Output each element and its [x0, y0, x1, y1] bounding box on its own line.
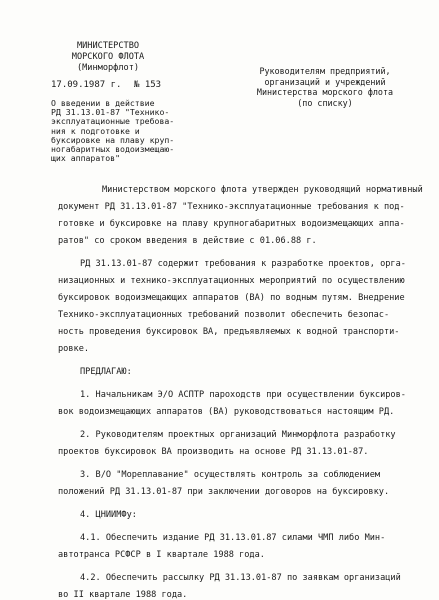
- order-number: № 153: [134, 80, 162, 90]
- body-line: 4.1. Обеспечить издание РД 31.13.01.87 силами ЧМП либо Мин-: [80, 533, 386, 543]
- addressee-line: (по списку): [297, 97, 353, 108]
- topic-line: щих аппаратов": [51, 153, 121, 164]
- body-line: 4. ЦНИИМФу:: [80, 510, 137, 520]
- topic-line: буксировке на плаву круп-: [51, 134, 175, 145]
- topic-line: эксплуатационные требова-: [51, 116, 175, 127]
- body-line: Технико-эксплуатационных требований позволит обеспечить безопас-: [58, 310, 390, 321]
- ministry-line: МОРСКОГО ФЛОТА: [71, 52, 145, 62]
- order-topic: [51, 99, 174, 163]
- ministry-line: МИНИСТЕРСТВО: [76, 41, 140, 51]
- body-line: проектов буксировок ВА производить на основе РД 31.13.01-87.: [58, 447, 369, 458]
- body-line: во II квартале 1988 года.: [58, 590, 188, 600]
- topic-line: ногабаритных водоизмещаю-: [51, 144, 175, 155]
- body-line: низационных и технико-эксплуатационных мероприятий по осуществлению: [58, 276, 405, 287]
- addressee-block: [240, 66, 410, 108]
- body-line: РД 31.13.01-87 содержит требования к разработке проектов, орга-: [80, 259, 406, 269]
- topic-line: О введении в действие: [51, 98, 155, 108]
- body-line: положений РД 31.13.01-87 при заключении договоров на буксировку.: [58, 487, 390, 498]
- body-line: автотранса РСФСР в I квартале 1988 года.: [58, 550, 265, 560]
- body-line: ПРЕДЛАГАЮ:: [80, 367, 132, 378]
- body-line: Министерством морского флота утвержден руководящий нормативный: [102, 185, 423, 195]
- addressee-line: организаций и учреждений: [264, 76, 386, 87]
- body-line: 2. Руководителям проектных организаций Минморфлота разработку: [80, 430, 396, 441]
- addressee-line: Министерства морского флота: [256, 87, 394, 97]
- body-line: вок водоизмещающих аппаратов (ВА) руководствоваться настоящим РД.: [58, 407, 395, 418]
- body-line: 1. Начальникам Э/О АСПТР пароходств при осуществлении буксиров-: [80, 390, 406, 401]
- body-line: документ РД 31.13.01-87 "Технико-эксплуатационные требования к под-: [58, 202, 405, 212]
- body-line: 3. В/О "Мореплавание" осуществлять контроль за соблюдением: [80, 470, 381, 480]
- ministry-line: (Минморфлот): [76, 63, 140, 73]
- body-line: 4.2. Обеспечить рассылку РД 31.13.01-87 по заявкам организаций: [80, 573, 401, 583]
- body-line: ность проведения буксировок ВА, предъявляемых к водной транспорти-: [58, 327, 400, 338]
- body-line: буксировок водоизмещающих аппаратов (ВА) по водным путям. Внедрение: [58, 293, 405, 304]
- body-line: ратов" со сроком введения в действие с 01.06.88 г.: [58, 236, 317, 247]
- topic-line: ния к подготовке и: [51, 125, 140, 136]
- topic-line: РД 31.13.01-87 "Технико-: [51, 107, 170, 118]
- body-line: готовке и буксировке на плаву крупногабаритных водоизмещающих аппа-: [58, 219, 405, 230]
- order-date: 17.09.1987 г.: [51, 80, 122, 90]
- addressee-line: Руководителям предприятий,: [259, 66, 391, 76]
- ministry-header: [60, 41, 156, 74]
- body-line: ровке.: [58, 344, 90, 355]
